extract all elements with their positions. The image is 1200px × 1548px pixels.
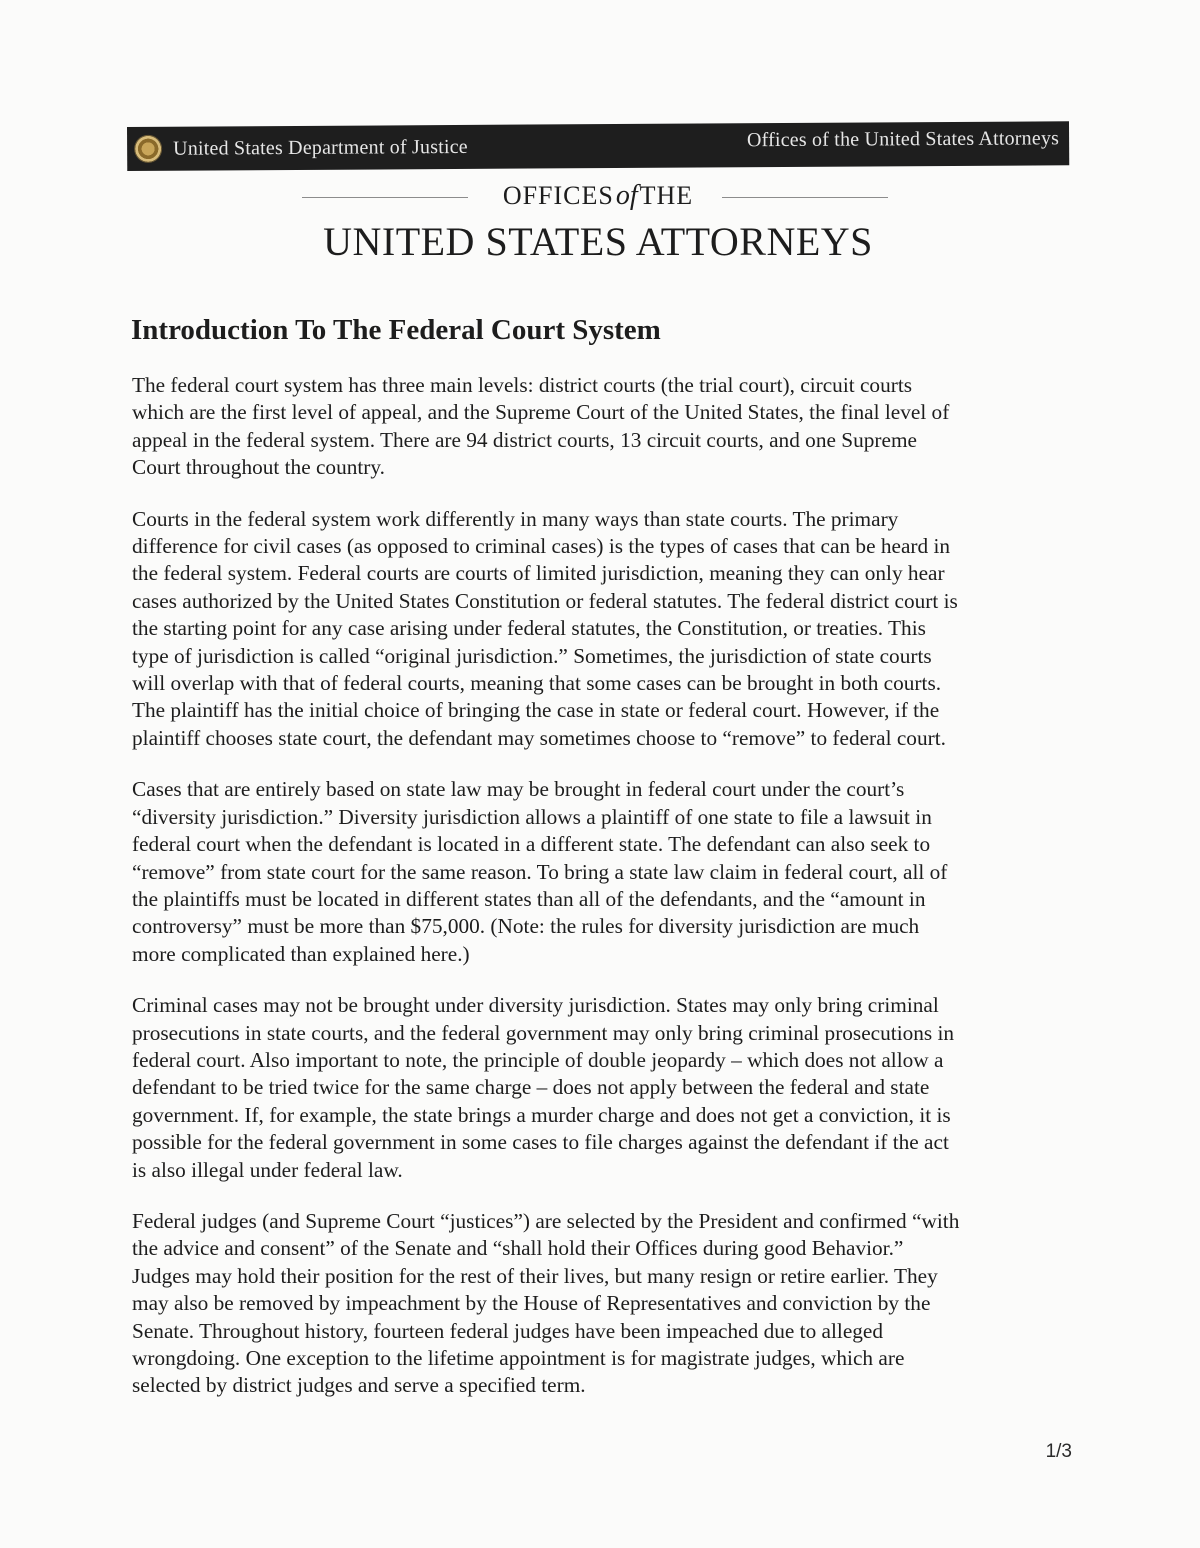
text-line: Cases that are entirely based on state law may be brought in federal court under the court’s xyxy=(132,777,905,802)
doj-seal-icon xyxy=(135,136,161,162)
text-line: cases authorized by the United States Constitution or federal statutes. The federal district court is xyxy=(132,588,958,613)
text-line: the starting point for any case arising under federal statutes, the Constitution, or treaties. This xyxy=(132,616,926,641)
text-line: Criminal cases may not be brought under diversity jurisdiction. States may only bring criminal xyxy=(132,993,939,1018)
text-line: Judges may hold their position for the rest of their lives, but many resign or retire earlier. They xyxy=(132,1263,938,1288)
paragraph-2 xyxy=(132,506,1072,753)
text-line: is also illegal under federal law. xyxy=(132,1157,403,1182)
text-line: type of jurisdiction is called “original jurisdiction.” Sometimes, the jurisdiction of state courts xyxy=(132,643,932,668)
masthead-of: of xyxy=(615,180,638,211)
doj-office-name: Offices of the United States Attorneys xyxy=(746,127,1060,152)
page-number: 1/3 xyxy=(1045,1441,1072,1462)
text-line: Senate. Throughout history, fourteen federal judges have been impeached due to alleged xyxy=(132,1318,884,1343)
text-line: may also be removed by impeachment by the House of Representatives and conviction by the xyxy=(132,1291,931,1316)
text-line: The plaintiff has the initial choice of bringing the case in state or federal court. However, if the xyxy=(132,698,940,723)
text-line: possible for the federal government in some cases to file charges against the defendant if the act xyxy=(132,1130,949,1155)
paragraph-3 xyxy=(132,776,1072,968)
text-line: federal court. Also important to note, the principle of double jeopardy – which does not allow a xyxy=(132,1047,944,1072)
text-line: the plaintiffs must be located in different states than all of the defendants, and the “amount in xyxy=(132,886,926,911)
paragraph-4 xyxy=(132,992,1072,1184)
paragraph-1 xyxy=(132,372,1072,482)
masthead-the: THE xyxy=(639,181,694,210)
text-line: “diversity jurisdiction.” Diversity jurisdiction allows a plaintiff of one state to file a lawsuit in xyxy=(132,804,932,829)
text-line: controversy” must be more than $75,000. (Note: the rules for diversity jurisdiction are much xyxy=(132,914,920,939)
masthead-line2: UNITED STATES ATTORNEYS xyxy=(323,219,873,264)
masthead-offices: OFFICES xyxy=(502,181,614,210)
text-line: Court throughout the country. xyxy=(132,455,385,480)
masthead-line1 xyxy=(300,180,896,212)
masthead xyxy=(300,178,896,268)
text-line: federal court when the defendant is located in a different state. The defendant can also seek to xyxy=(132,832,931,857)
text-line: the advice and consent” of the Senate and “shall hold their Offices during good Behavior.” xyxy=(132,1236,904,1261)
text-line: appeal in the federal system. There are 94 district courts, 13 circuit courts, and one Supreme xyxy=(132,427,917,452)
body-text xyxy=(132,372,1072,1424)
text-line: prosecutions in state courts, and the federal government may only bring criminal prosecutions in xyxy=(132,1020,955,1045)
doj-header-bar xyxy=(127,121,1069,171)
text-line: difference for civil cases (as opposed to criminal cases) is the types of cases that can be heard in xyxy=(132,534,951,559)
text-line: government. If, for example, the state brings a murder charge and does not get a conviction, it is xyxy=(132,1102,951,1127)
text-line: wrongdoing. One exception to the lifetime appointment is for magistrate judges, which are xyxy=(132,1346,905,1370)
paragraph-5 xyxy=(132,1208,1072,1400)
text-line: The federal court system has three main levels: district courts (the trial court), circuit courts xyxy=(132,373,913,397)
document-title: Introduction To The Federal Court System xyxy=(131,314,661,346)
text-line: Courts in the federal system work differently in many ways than state courts. The primary xyxy=(132,506,899,531)
text-line: defendant to be tried twice for the same charge – does not apply between the federal and state xyxy=(132,1075,930,1100)
text-line: the federal system. Federal courts are courts of limited jurisdiction, meaning they can only hear xyxy=(132,561,945,586)
text-line: plaintiff chooses state court, the defendant may sometimes choose to “remove” to federal court. xyxy=(132,725,946,750)
text-line: Federal judges (and Supreme Court “justices”) are selected by the President and confirmed “with xyxy=(132,1208,960,1233)
text-line: “remove” from state court for the same reason. To bring a state law claim in federal court, all of xyxy=(132,859,948,884)
doj-department-name: United States Department of Justice xyxy=(173,135,468,160)
text-line: selected by district judges and serve a specified term. xyxy=(132,1373,586,1398)
text-line: will overlap with that of federal courts, meaning that some cases can be brought in both courts. xyxy=(132,671,942,696)
text-line: which are the first level of appeal, and the Supreme Court of the United States, the final level of xyxy=(132,400,950,425)
text-line: more complicated than explained here.) xyxy=(132,941,470,966)
